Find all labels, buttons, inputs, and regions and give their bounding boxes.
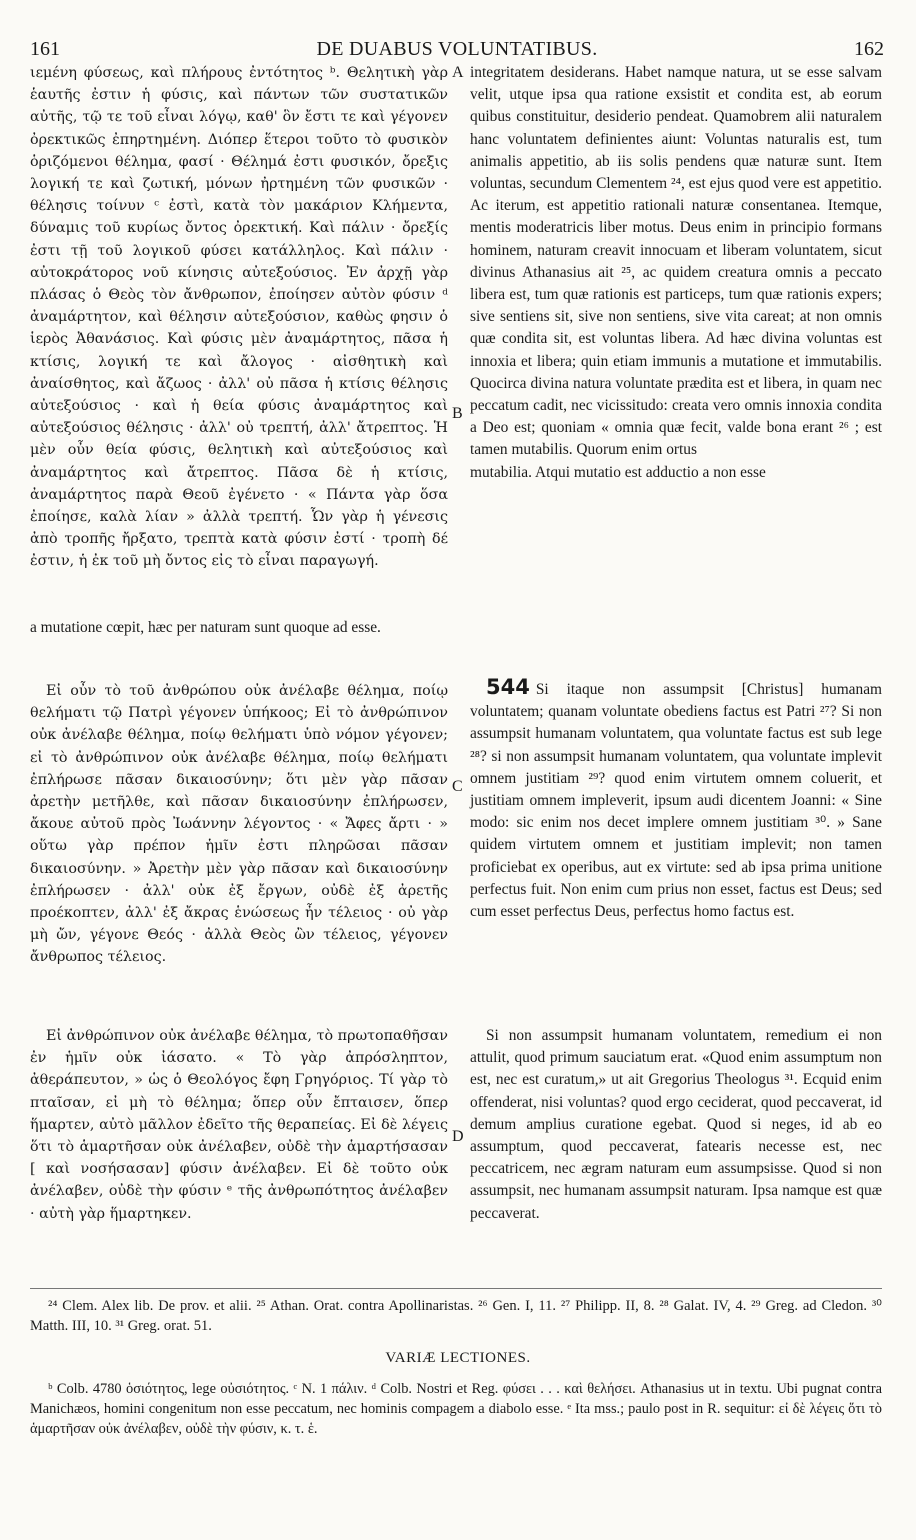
latin-paragraph-3 — [470, 1025, 882, 1225]
footnote-rule — [30, 1288, 882, 1289]
greek-paragraph-1 — [30, 62, 448, 573]
footnotes — [30, 1296, 882, 1336]
greek-column-latin-tail — [30, 617, 448, 639]
variae-lectiones-text: ᵇ Colb. 4780 ὁσιότητος, lege οὐσιότητος. ᶜ N. 1 πάλιν. ᵈ Colb. Nostri et Reg. φύσει . . . καὶ θελήσει. Athanasius ut in textu. Ubi pugnat contra Manichæos, homini congenitum non esse peccatum, nec hominis compagem a diabolo esse. ᵉ Ita mss.; paulo post in R. sequitur: εἰ δὲ λέγεις ὅτι τὸ ἁμαρτῆσαν οὐκ ἀνέλαβεν, οὐδὲ τὴν φύσιν, κ. τ. ἑ. — [30, 1381, 882, 1437]
latin-paragraph-2 — [470, 676, 882, 923]
greek-text-2: Εἰ οὖν τὸ τοῦ ἀνθρώπου οὐκ ἀνέλαβε θέλημα, ποίῳ θελήματι τῷ Πατρὶ γέγονεν ὑπήκοος; Εἰ τὸ ἀνθρώπινον οὐκ ἀνέλαβε θέλημα, ποίῳ θελήματι ὑπὸ νόμον γέγονεν; εἰ τὸ ἀνθρώπινον οὐκ ἀνέλαβε θέλημα, ποίῳ θελήματι ἐπλήρωσε πᾶσαν δικαιοσύνην; ὅτι μὲν γὰρ πᾶσαν ἀρετὴν μετῆλθε, καὶ πᾶσαν δικαιοσύνην ἐπλήρωσεν, ἄκουε αὐτοῦ πρὸς Ἰωάννην λέγοντος · « Ἄφες ἄρτι · » οὕτω γὰρ πρέπον ἡμῖν ἐστι πληρῶσαι πᾶσαν δικαιοσύνην. » Ἀρετὴν μὲν γὰρ πᾶσαν καὶ δικαιοσύνην ἐπλήρωσεν · ἀλλ' οὐκ ἐξ ἔργων, οὐδὲ ἐξ ἀρετῆς προέκοπτεν, ἀλλ' ἐξ ἄκρας ἑνώσεως ἦν τέλειος · οὐ γὰρ μὴ ὤν, γέγονε Θεός · ἀλλὰ Θεὸς ὢν τέλειος, γέγονεν ἄνθρωπος τέλειος. — [30, 683, 448, 966]
variae-lectiones-heading: VARIÆ LECTIONES. — [385, 1350, 531, 1366]
margin-letter-c: C — [452, 778, 463, 795]
latin-text-1: integritatem desiderans. Habet namque natura, ut se esse salvam velit, utque ipsa qua ratione exsistit et condita est, ab eorum quibus constituitur, desiderio pendeat. Quamobrem alii naturalem hanc voluntatem definientes aiunt: Voluntas naturalis est, tum animalis appetitio, ab iis solis pendens quæ naturæ sunt. Item voluntas, secundum Clementem ²⁴, est ejus quod vere est appetitio. Ac iterum, est appetitio rationali naturæ consentanea. Itemque, mentis moderatricis liber motus. Deus enim in principio formans hominem, naturam creavit innocuam et liberam voluntatem, sicut divinus Athanasius ait ²⁵, ac quidem creatura omnis a peccato libera est, tum quæ rationis est particeps, tum quæ rationis expers; sive sentiens sit, sive non sentiens, sive vita careat; at non omnis quæ condita sit, est voluntas libera. Ad hæc divina voluntas est innoxia et libera; quin etiam immunis a mutatione et immutabilis. Quocirca divina natura voluntate prædita est et libera, in quam nec peccatum cadit, nec vicissitudo: creata vero omnis innoxia condita a Deo est; quoniam « omnia quæ fecit, valde bona erant ²⁶ ; est tamen mutabilis. Quorum enim ortus — [470, 64, 882, 459]
running-head — [30, 38, 884, 64]
greek-text-1: ιεμένη φύσεως, καὶ πλήρους ἐντότητος ᵇ. Θελητικὴ γὰρ ἑαυτῆς ἐστιν ἡ φύσις, καὶ πάντων τῶν συστατικῶν αὐτῆς, τῷ τε τοῦ εἶναι λόγῳ, καθ' ὃν ἔστι τε καὶ γέγονεν ὀρεκτικῶς ἐπηρτημένη. Διόπερ ἕτεροι τοῦτο τὸ φυσικὸν ὁριζόμενοι θέλημα, φασί · Θέλημά ἐστι φυσικόν, ὄρεξις λογική τε καὶ ζωτική, μόνων ἠρτημένη τῶν φυσικῶν · θέλησις τοίνυν ᶜ ἐστὶ, κατὰ τὸν μακάριον Κλήμεντα, δύναμις τοῦ κυρίως ὄντος ὀρεκτική. Καὶ πάλιν · ὄρεξίς ἐστι τῇ τοῦ λογικοῦ φύσει κατάλληλος. Καὶ πάλιν · αὐτοκράτορος νοῦ κίνησις αὐτεξούσιος. Ἐν ἀρχῇ γὰρ πλάσας ὁ Θεὸς τὸν ἄνθρωπον, ἐποίησεν αὐτὸν φύσιν ᵈ ἀναμάρτητον, καὶ θέλησιν αὐτεξούσιον, καθὼς φησιν ὁ ἱερὸς Ἀθανάσιος. Καὶ φύσις μὲν ἀναμάρτητος, πᾶσα ἡ κτίσις, λογική τε καὶ ἄλογος · αἰσθητικὴ καὶ ἀναίσθητος, καὶ ἄζωος · ἀλλ' οὐ πᾶσα ἡ κτίσις θέλησις αὐτεξούσιος · καὶ ἡ θεία φύσις ἀναμάρτητος καὶ αὐτεξούσιος θέλησις · ἀλλ' οὐ τρεπτή, ἀλλ' ἄτρεπτος. Ἡ μὲν οὖν θεία φύσις, θελητικὴ καὶ αὐτεξούσιος καὶ ἀναμάρτητος καὶ ἄτρεπτος. Πᾶσα δὲ ἡ κτίσις, ἀναμάρτητος παρὰ Θεοῦ ἐγένετο · « Πάντα γὰρ ὅσα ἐποίησε, καλὰ λίαν » ἀλλὰ τρεπτή. Ὧν γὰρ ἡ γένεσις ἀπὸ τροπῆς ἤρξατο, τρεπτὰ κατὰ φύσιν ἐστί · τροπὴ δέ ἐστιν, ἡ ἐκ τοῦ μὴ ὄντος εἰς τὸ εἶναι παραγωγή. — [30, 65, 448, 570]
page-number-left: 161 — [30, 38, 60, 60]
greek-paragraph-3 — [30, 1025, 448, 1225]
margin-letter-b: B — [452, 405, 463, 422]
greek-paragraph-2 — [30, 680, 448, 969]
margin-letter-a: A — [452, 64, 464, 81]
section-number: 544 — [486, 675, 530, 699]
greek-text-3: Εἰ ἀνθρώπινον οὐκ ἀνέλαβε θέλημα, τὸ πρωτοπαθῆσαν ἐν ἡμῖν οὐκ ἰάσατο. « Τὸ γὰρ ἀπρόσληπτον, ἀθεράπευτον, » ὡς ὁ Θεολόγος ἔφη Γρηγόριος. Τί γὰρ τὸ πταῖσαν, εἰ μὴ τὸ θέλημα; ὅπερ οὖν ἔπταισεν, ὅπερ ἥμαρτεν, αὐτὸ μᾶλλον ἐδεῖτο τῆς θεραπείας. Εἰ δὲ λέγεις ὅτι τὸ ἁμαρτῆσαν οὐκ ἀνέλαβεν, οὐδὲ τὴν ἁμαρτήσασαν [ καὶ νοσήσασαν] φύσιν ἀνέλαβεν. Εἰ δὲ τοῦτο οὐκ ἀνέλαβεν, οὐδὲ τὴν φύσιν ᵉ τῆς ἀνθρωπότητος ἀνέλαβεν · αὐτὴ γὰρ ἥμαρτηκεν. — [30, 1028, 448, 1222]
latin-text-3: Si non assumpsit humanam voluntatem, remedium ei non attulit, quod primum sauciatum erat. «Quod enim assumptum non est, nec est curatum,» ut ait Gregorius Theologus ³¹. Ecquid enim offenderat, nisi voluntas? quod ergo ceciderat, quod peccaverat, id demum amplius curatione egebat. Quod si neges, id ab eo assumptum, quod peccaverat, fatearis necesse est, nec peccatricem, nec ægram naturam eum assumpsisse. Quod si non assumpsit, nec humanam assumpsit naturam. Ipsa namque est quæ peccaverat. — [470, 1027, 882, 1222]
latin-paragraph-1 — [470, 62, 882, 484]
page-number-right: 162 — [854, 38, 884, 60]
latin-text-2: Si itaque non assumpsit [Christus] humanam voluntatem; quanam voluntate obediens factus est Patri ²⁷? Si non assumpsit humanam voluntatem, qua voluntate factus est sub lege ²⁸? si non assumpsit humanam voluntatem, qua voluntate implevit omnem justitiam ²⁹? quod enim virtutem omnem coluerit, et justitiam omnem impleverit, ipsum audi dicentem Joanni: « Sine modo: sic enim nos decet implere omnem justitiam ³⁰. » Sane quidem virtutem omnem et justitiam implevit; non tamen proficiebat ex operibus, aut ex virtute: sed ab ipsa prima unitione perfectus fuit. Non enim cum prius non esset, factus est Deus; sed cum esset perfectus Deus, perfectus homo factus est. — [470, 681, 882, 921]
running-title: DE DUABUS VOLUNTATIBUS. — [316, 38, 598, 60]
variae-lectiones — [30, 1379, 882, 1439]
margin-letter-d: D — [452, 1128, 464, 1145]
footnotes-text: ²⁴ Clem. Alex lib. De prov. et alii. ²⁵ Athan. Orat. contra Apollinaristas. ²⁶ Gen. I, 11. ²⁷ Philipp. II, 8. ²⁸ Galat. IV, 4. ²⁹ Greg. ad Cledon. ³⁰ Matth. III, 10. ³¹ Greg. orat. 51. — [30, 1298, 882, 1334]
latin-text-1-tail: mutabilia. Atqui mutatio est adductio a non esse — [470, 463, 766, 481]
latin-tail-left: a mutatione cœpit, hæc per naturam sunt quoque ad esse. — [30, 619, 381, 636]
